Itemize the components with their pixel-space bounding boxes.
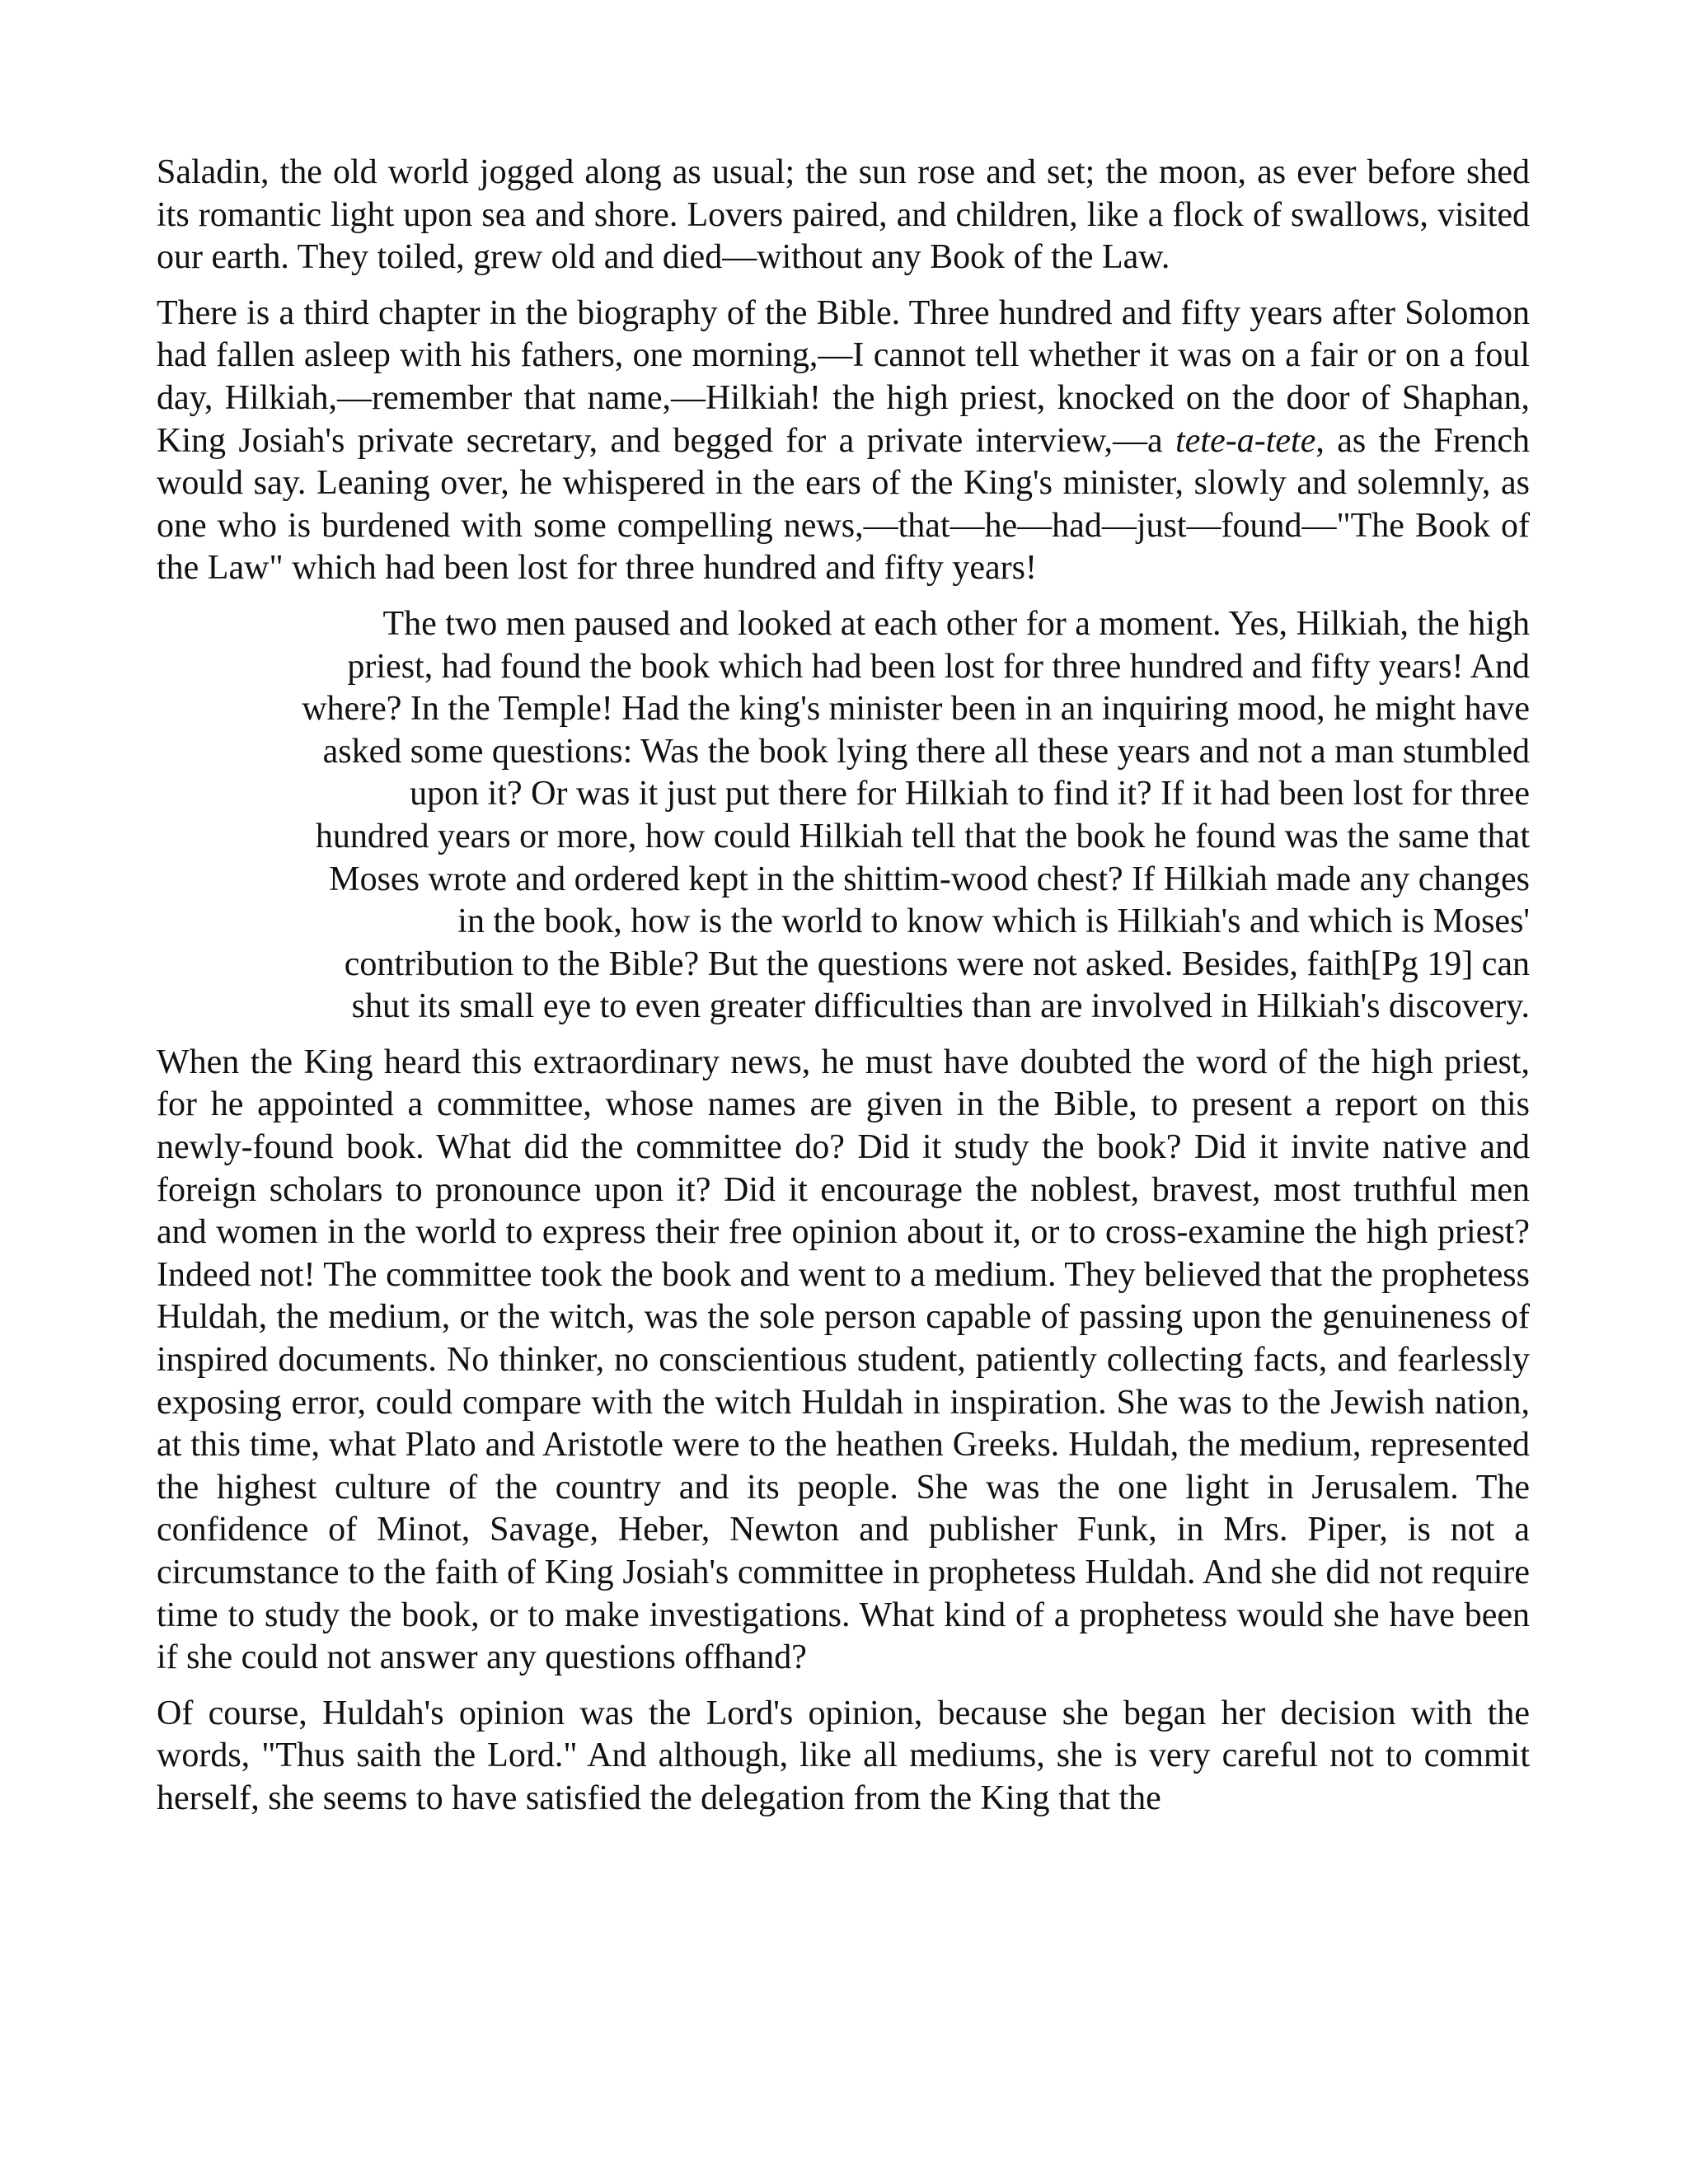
paragraph-5: Of course, Huldah's opinion was the Lord's opinion, because she began her decision with the words, "Thus saith the Lord." And although, like all mediums, she is very careful not to commit herself, she seems to have satisfied the delegation from the King that the	[157, 1694, 1530, 1817]
paragraph-2-italic-phrase: tete-a-tete	[1175, 421, 1316, 460]
paragraph-3-line: where? In the Temple! Had the king's minister been in an inquiring mood, he might have	[302, 690, 1530, 729]
paragraph-3-line: shut its small eye to even greater difficulties than are involved in Hilkiah's discovery.	[351, 987, 1530, 1026]
paragraph-2	[157, 293, 1530, 590]
paragraph-3-line: asked some questions: Was the book lying there all these years and not a man stumbled	[322, 732, 1530, 771]
paragraph-3-line: hundred years or more, how could Hilkiah tell that the book he found was the same that	[315, 817, 1530, 855]
paragraph-3-line: in the book, how is the world to know which is Hilkiah's and which is Moses'	[457, 902, 1530, 941]
paragraph-3-line: upon it? Or was it just put there for Hilkiah to find it? If it had been lost for three	[410, 775, 1530, 813]
paragraph-1: Saladin, the old world jogged along as usual; the sun rose and set; the moon, as ever before shed its romantic light upon sea and shore. Lovers paired, and children, like a flock of swallows, visited our earth. They toiled, grew old and died—without any Book of the Law.	[157, 153, 1530, 277]
document-page	[157, 152, 1530, 1834]
paragraph-3	[157, 603, 1530, 1029]
paragraph-2-text-start: There is a third chapter in the biography of the Bible. Three hundred and fifty years after Solomon had fallen asleep with his fathers, one morning,—I cannot tell whether it was on a fair or on a foul day, Hilkiah,—remember that name,—Hilkiah! the high priest, knocked on the door of Shaphan, King Josiah's private secretary, and begged for a private interview,—a	[157, 293, 1530, 460]
paragraph-3-line: The two men paused and looked at each other for a moment. Yes, Hilkiah, the high	[382, 604, 1530, 643]
paragraph-3-line: Moses wrote and ordered kept in the shittim-wood chest? If Hilkiah made any changes	[329, 860, 1530, 898]
paragraph-2-text-end: , as the French would say. Leaning over, he whispered in the ears of the King's minister, slowly and solemnly, as one who is burdened with some compelling news,—that—he—had—just—found—"The Book of the Law" which had been lost for three hundred and fifty years!	[157, 421, 1530, 588]
paragraph-3-line: contribution to the Bible? But the questions were not asked. Besides, faith[Pg 19] can	[344, 944, 1530, 983]
paragraph-4: When the King heard this extraordinary news, he must have doubted the word of the high priest, for he appointed a committee, whose names are given in the Bible, to present a report on this newly-found book. What did the committee do? Did it study the book? Did it invite native and foreign scholars to pronounce upon it? Did it encourage the noblest, bravest, most truthful men and women in the world to express their free opinion about it, or to cross-examine the high priest? Indeed not! The committee took the book and went to a medium. They believed that the prophetess Huldah, the medium, or the witch, was the sole person capable of passing upon the genuineness of inspired documents. No thinker, no conscientious student, patiently collecting facts, and fearlessly exposing error, could compare with the witch Huldah in inspiration. She was to the Jewish nation, at this time, what Plato and Aristotle were to the heathen Greeks. Huldah, the medium, represented the highest culture of the country and its people. She was the one light in Jerusalem. The confidence of Minot, Savage, Heber, Newton and publisher Funk, in Mrs. Piper, is not a circumstance to the faith of King Josiah's committee in prophetess Huldah. And she did not require time to study the book, or to make investigations. What kind of a prophetess would she have been if she could not answer any questions offhand?	[157, 1043, 1530, 1677]
paragraph-3-line: priest, had found the book which had been lost for three hundred and fifty years! And	[347, 647, 1530, 686]
